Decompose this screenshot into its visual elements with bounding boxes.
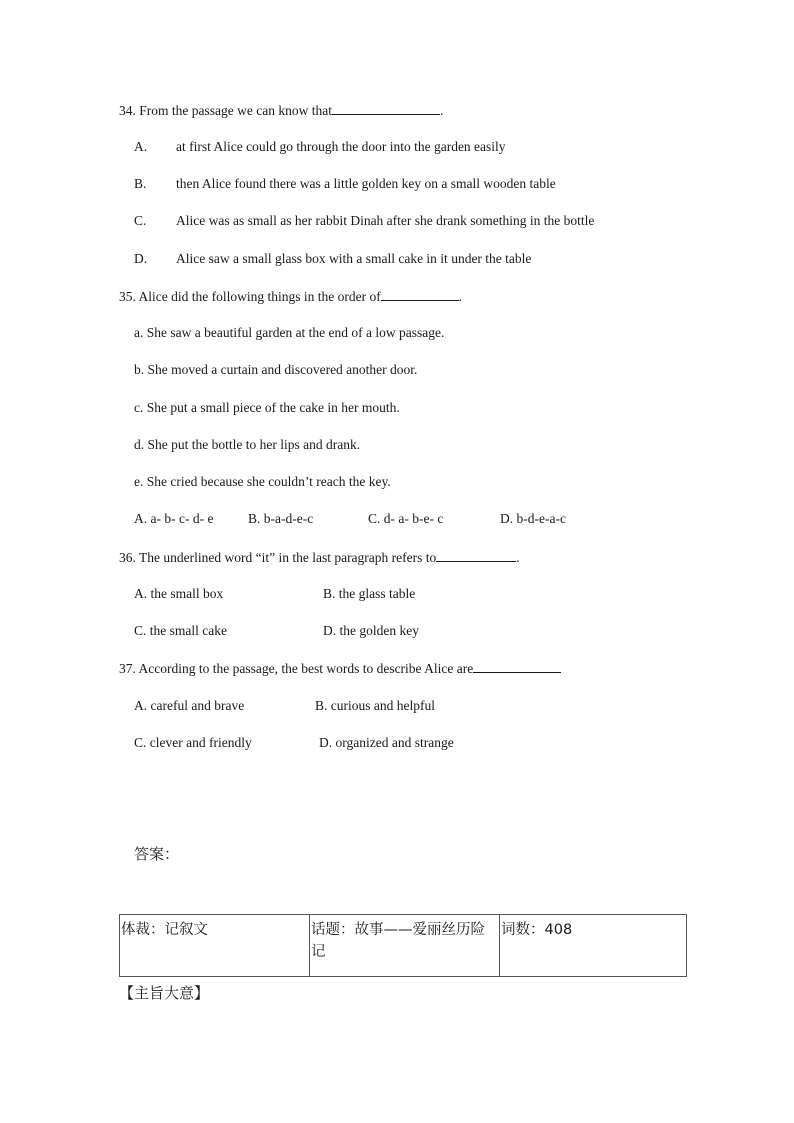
genre-cell: 体裁：记叙文 bbox=[120, 915, 310, 977]
q35-option-c: C. d- a- b-e- c bbox=[368, 511, 444, 526]
q37-stem: 37. According to the passage, the best words to describe Alice are bbox=[119, 659, 561, 678]
q35-option-d: D. b-d-e-a-c bbox=[500, 511, 566, 526]
q34-option-c: C. Alice was as small as her rabbit Dinah after she drank something in the bottle bbox=[134, 213, 595, 228]
q35-item-c: c. She put a small piece of the cake in her mouth. bbox=[134, 400, 400, 415]
answer-label: 答案： bbox=[134, 845, 180, 863]
q35-item-d: d. She put the bottle to her lips and drank. bbox=[134, 437, 361, 452]
q35-option-a: A. a- b- c- d- e bbox=[134, 511, 214, 526]
main-idea-heading: 【主旨大意】 bbox=[119, 984, 210, 1002]
q34-option-d: D. Alice saw a small glass box with a small cake in it under the table bbox=[134, 251, 532, 266]
q34-option-a: A. at first Alice could go through the door into the garden easily bbox=[134, 139, 506, 154]
q37-option-d: D. organized and strange bbox=[319, 735, 454, 750]
q37-option-c: C. clever and friendly bbox=[134, 735, 252, 750]
q37-option-b: B. curious and helpful bbox=[315, 698, 435, 713]
q34-option-b: B. then Alice found there was a little golden key on a small wooden table bbox=[134, 176, 556, 191]
q35-item-a: a. She saw a beautiful garden at the end of a low passage. bbox=[134, 325, 445, 340]
q36-option-d: D. the golden key bbox=[323, 623, 419, 638]
q37-option-a: A. careful and brave bbox=[134, 698, 245, 713]
q35-stem: 35. Alice did the following things in the order of . bbox=[119, 289, 463, 304]
q35-item-e: e. She cried because she couldn’t reach the key. bbox=[134, 474, 391, 489]
q36-option-a: A. the small box bbox=[134, 586, 224, 601]
q35-option-b: B. b-a-d-e-c bbox=[248, 511, 314, 526]
q36-option-c: C. the small cake bbox=[134, 623, 227, 638]
q36-stem: 36. The underlined word “it” in the last paragraph refers to . bbox=[119, 550, 520, 565]
q36-option-b: B. the glass table bbox=[323, 586, 416, 601]
q35-item-b: b. She moved a curtain and discovered another door. bbox=[134, 362, 418, 377]
word-count-cell: 词数：408 bbox=[500, 915, 687, 977]
topic-cell: 话题：故事——爱丽丝历险记 bbox=[310, 915, 500, 977]
q34-stem: 34. From the passage we can know that . bbox=[119, 103, 444, 118]
meta-table bbox=[119, 914, 687, 977]
